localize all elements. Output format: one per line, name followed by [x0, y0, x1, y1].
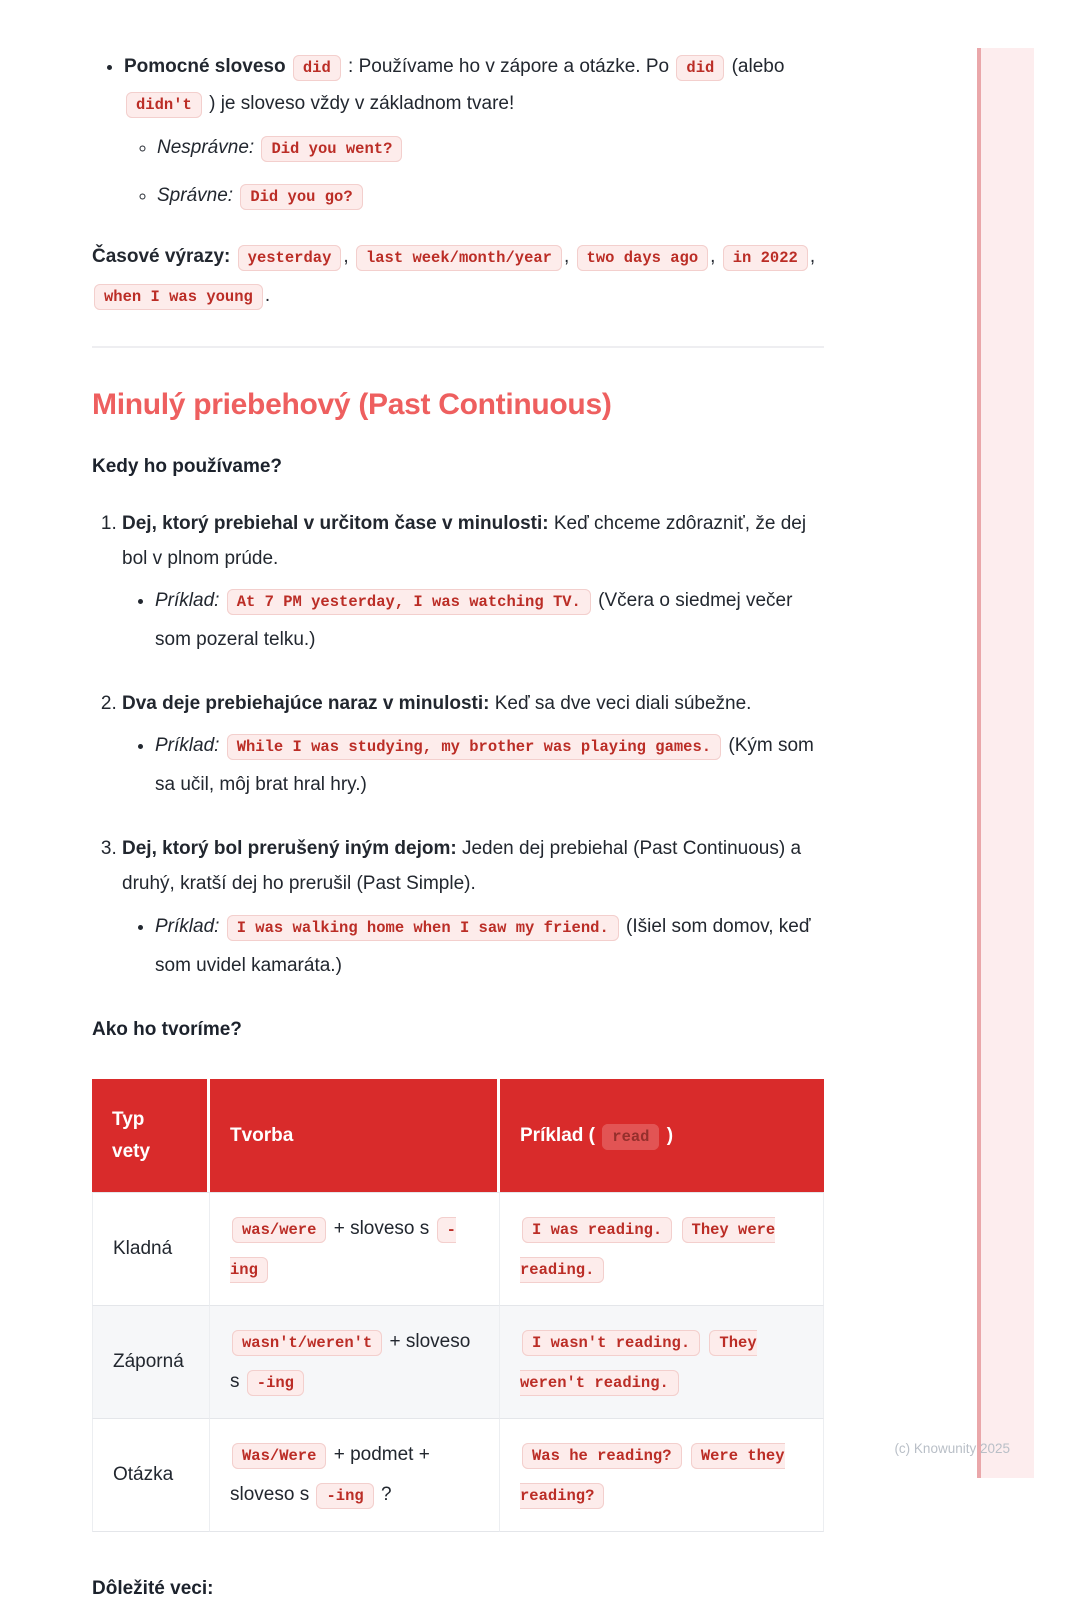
form-heading: Ako ho tvoríme? [92, 1019, 242, 1041]
separator: , [343, 246, 349, 268]
code-time-1: yesterday [238, 245, 342, 271]
usage-item [122, 831, 824, 985]
code-example-3: I was walking home when I saw my friend. [227, 915, 619, 941]
separator: , [563, 246, 570, 268]
code-example-b: They weren't reading. [520, 1330, 757, 1396]
table-row [92, 1305, 824, 1418]
usage-item [122, 686, 824, 805]
example-item [155, 908, 824, 986]
code-example-b: Were they reading? [520, 1443, 785, 1509]
usage-heading: Kedy ho používame? [92, 456, 283, 478]
example-translation: (Včera o siedmej večer som pozeral telku.) [155, 590, 793, 651]
code-time-4: in 2022 [723, 245, 808, 271]
example-label: Príklad: [155, 735, 220, 757]
row-form [210, 1305, 500, 1418]
important-heading: Dôležité veci: [92, 1577, 214, 1599]
separator: , [710, 246, 716, 268]
row-form-text: + podmet + sloveso s [230, 1443, 430, 1505]
time-expressions-label: Časové výrazy: [92, 246, 231, 268]
row-form-text: + sloveso s [333, 1218, 430, 1240]
right-example-item [157, 178, 824, 214]
wrong-label: Nesprávne: [157, 137, 255, 159]
time-expressions-paragraph [92, 238, 824, 316]
code-ing-suffix: -ing [247, 1370, 304, 1396]
usage-item-text: Keď sa dve veci diali súbežne. [494, 693, 752, 715]
aux-verb-text: : Používame ho v zápore a otázke. Po [348, 56, 670, 77]
code-ing-suffix: -ing [316, 1483, 373, 1509]
column-header-example-suffix: ) [666, 1125, 674, 1147]
right-label: Správne: [157, 185, 234, 207]
code-example-b: They were reading. [520, 1217, 775, 1283]
table-header [92, 1079, 824, 1192]
row-form-tail: ? [380, 1483, 392, 1505]
code-form-verb: Was/Were [232, 1443, 326, 1469]
row-type: Kladná [92, 1192, 210, 1305]
usage-item-bold: Dej, ktorý prebiehal v určitom čase v minulosti: [122, 513, 549, 535]
code-ing-suffix: -ing [230, 1217, 456, 1283]
correctness-list [124, 130, 824, 214]
row-form [210, 1192, 500, 1305]
aux-verb-paren-open: (alebo [731, 56, 785, 77]
page-edge-strip [977, 48, 1034, 1478]
row-type: Záporná [92, 1305, 210, 1418]
code-did-2: did [676, 55, 724, 81]
code-example-2: While I was studying, my brother was playing games. [227, 734, 721, 760]
column-header-example [500, 1079, 824, 1192]
table-row [92, 1192, 824, 1305]
terminator: . [264, 285, 271, 307]
row-examples [500, 1192, 824, 1305]
aux-verb-paren-close: ) je sloveso vždy v základnom tvare! [209, 93, 515, 115]
code-did: did [293, 55, 341, 81]
aux-verb-item [124, 48, 824, 214]
example-label: Príklad: [155, 915, 220, 937]
example-item [155, 582, 824, 660]
code-form-verb: was/were [232, 1217, 326, 1243]
code-example-a: Was he reading? [522, 1443, 682, 1469]
column-header-example-prefix: Príklad ( [520, 1125, 595, 1147]
code-read: read [602, 1124, 659, 1150]
conjugation-table [92, 1079, 824, 1531]
example-list [122, 727, 824, 805]
example-translation: (Išiel som domov, keď som uvidel kamaráta.) [155, 915, 811, 976]
watermark: (c) Knowunity 2025 [894, 1441, 1010, 1456]
aux-verb-list [92, 48, 824, 214]
section-title: Minulý priebehový (Past Continuous) [92, 388, 612, 422]
row-type: Otázka [92, 1418, 210, 1532]
usage-item-text: Keď chceme zdôrazniť, že dej bol v plnom prúde. [122, 513, 807, 570]
code-time-3: two days ago [577, 245, 709, 271]
code-example-1: At 7 PM yesterday, I was watching TV. [227, 589, 591, 615]
code-right-example: Did you go? [240, 184, 362, 210]
example-list [122, 582, 824, 660]
aux-verb-bold: Pomocné sloveso [124, 56, 286, 77]
example-list [122, 908, 824, 986]
code-form-verb: wasn't/weren't [232, 1330, 382, 1356]
usage-list [92, 506, 824, 985]
example-item [155, 727, 824, 805]
usage-item-text: Jeden dej prebiehal (Past Continuous) a druhý, kratší dej ho prerušil (Past Simple). [122, 838, 802, 895]
document-content [92, 48, 824, 1600]
code-example-a: I wasn't reading. [522, 1330, 700, 1356]
code-time-2: last week/month/year [356, 245, 562, 271]
usage-item [122, 506, 824, 660]
usage-item-bold: Dva deje prebiehajúce naraz v minulosti: [122, 693, 490, 715]
code-didnt: didn't [126, 92, 202, 118]
row-examples [500, 1418, 824, 1532]
usage-item-bold: Dej, ktorý bol prerušený iným dejom: [122, 838, 457, 860]
code-example-a: I was reading. [522, 1217, 672, 1243]
separator: , [809, 246, 816, 268]
section-divider [92, 346, 824, 348]
code-wrong-example: Did you went? [261, 136, 402, 162]
column-header-form: Tvorba [210, 1079, 500, 1192]
row-form-text: + sloveso s [230, 1330, 471, 1392]
column-header-type: Typ vety [92, 1079, 210, 1192]
row-form [210, 1418, 500, 1532]
table-row [92, 1418, 824, 1532]
example-translation: (Kým som sa učil, môj brat hral hry.) [155, 735, 814, 796]
wrong-example-item [157, 130, 824, 166]
row-examples [500, 1305, 824, 1418]
code-time-5: when I was young [94, 284, 263, 310]
example-label: Príklad: [155, 590, 220, 612]
